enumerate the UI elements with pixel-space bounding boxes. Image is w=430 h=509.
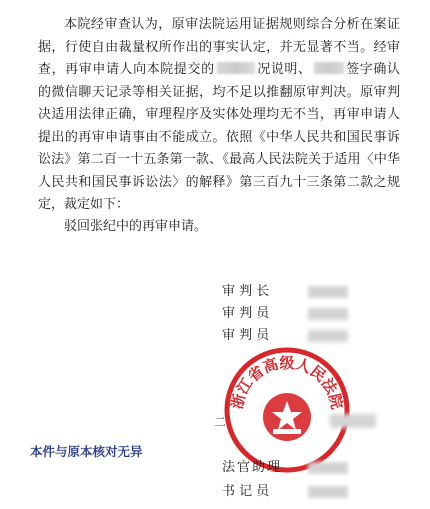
certification-note: 本件与原本核对无异 — [30, 444, 143, 459]
redaction-blur — [308, 330, 348, 342]
national-emblem-icon — [263, 393, 311, 441]
redaction-blur — [308, 486, 348, 498]
body-paragraph-reasoning — [38, 14, 400, 217]
signature-row-assistant — [222, 459, 292, 477]
signature-role: 审 判 员 — [222, 306, 270, 321]
body-paragraph-ruling — [38, 216, 400, 239]
redaction-blur — [308, 462, 348, 474]
signature-row-judge-1 — [222, 305, 292, 323]
signature-row-judge-2 — [222, 327, 292, 345]
signature-role: 书 记 员 — [222, 484, 270, 499]
redaction-blur — [217, 62, 255, 74]
paragraph-text: 驳回张纪中的再审申请。 — [64, 219, 208, 234]
date-fragment: 二 — [214, 415, 227, 429]
paragraph-text: 况说明、 — [256, 62, 312, 77]
seal-text: 浙江省高级人民法院 — [227, 354, 347, 411]
signature-row-clerk — [222, 483, 292, 501]
signature-role: 法官助理 — [222, 460, 283, 475]
paragraph-text: 签字确认的微信聊天记录等相关证据，均不足以推翻原审判决。原审判决适用法律正确，审理程序及实体处理均无不当，再审申请人提出的再审申请事由不能成立。依照《中华人民共和国民事诉讼法》第二百一十五条第一款、《最高人民法院关于适用〈中华人民共和国民事诉讼法〉的解释》第三百九十三条第二款之规定，裁定如下： — [38, 62, 400, 212]
signature-role: 审 判 长 — [222, 284, 270, 299]
signature-row-chief-judge — [222, 283, 292, 301]
redaction-blur — [330, 414, 376, 428]
redaction-blur — [314, 62, 344, 74]
redaction-blur — [308, 286, 348, 298]
court-seal — [222, 345, 352, 475]
paragraph-text: 本院经审查认为，原审法院运用证据规则综合分析在案证据，行使自由裁量权所作出的事实认定，并无显著不当。经审查，再审申请人向本院提交的 — [38, 17, 400, 77]
signature-role: 审 判 员 — [222, 328, 270, 343]
date-line — [214, 413, 226, 430]
redaction-blur — [308, 308, 348, 320]
